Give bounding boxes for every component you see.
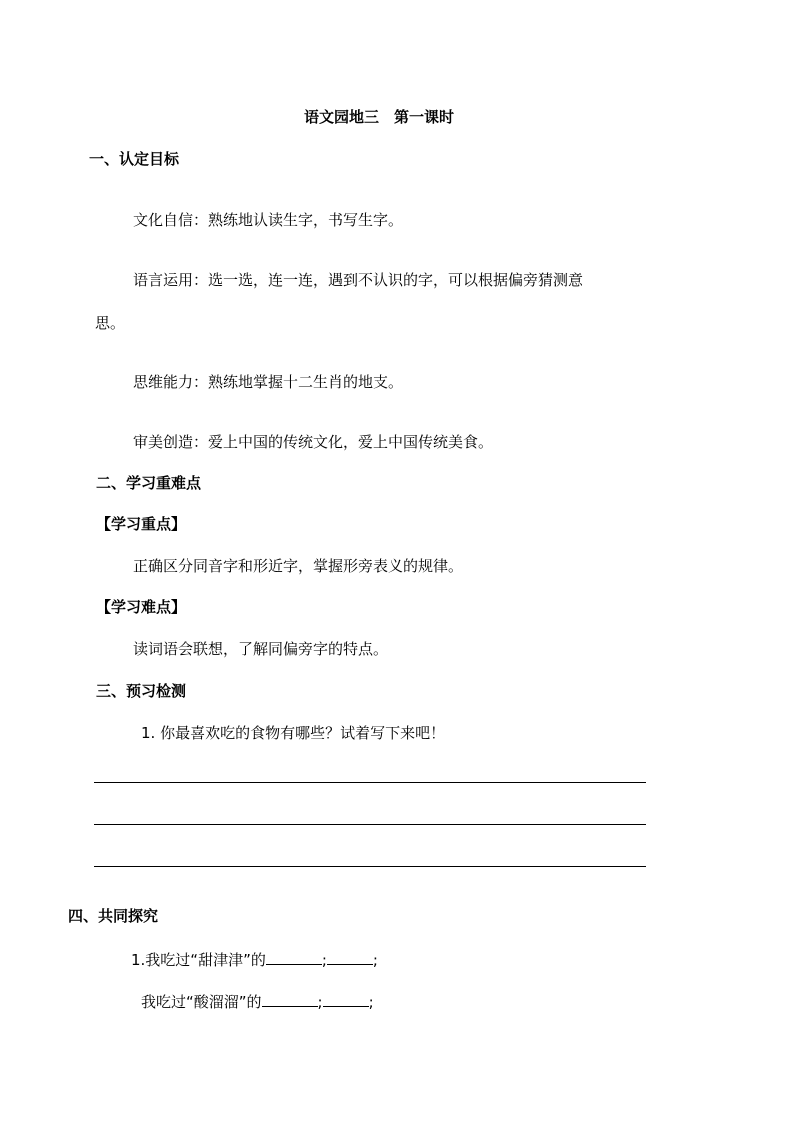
inquiry-line-sour-prefix: 我吃过“酸溜溜”的 xyxy=(141,993,262,1011)
subheading-key-point: 【学习重点】 xyxy=(96,515,187,533)
answer-line-1[interactable] xyxy=(94,782,646,783)
preview-question-1: 1. 你最喜欢吃的食物有哪些？试着写下来吧！ xyxy=(141,724,446,742)
answer-line-2[interactable] xyxy=(94,824,646,825)
blank-sour-2[interactable] xyxy=(323,990,369,1007)
section-heading-goals: 一、认定目标 xyxy=(89,150,180,168)
goal-thinking-ability: 思维能力：熟练地掌握十二生肖的地支。 xyxy=(133,373,404,391)
goal-language-use-line2: 思。 xyxy=(95,314,126,332)
goal-aesthetic-creation: 审美创造：爱上中国的传统文化，爱上中国传统美食。 xyxy=(133,433,494,451)
section-heading-preview-check: 三、预习检测 xyxy=(96,682,187,700)
blank-sweet-1[interactable] xyxy=(266,948,322,965)
inquiry-line-sour xyxy=(141,990,374,1012)
section-heading-joint-inquiry: 四、共同探究 xyxy=(68,907,159,925)
inquiry-line-sweet xyxy=(131,948,378,970)
blank-sour-1[interactable] xyxy=(262,990,318,1007)
goal-language-use-line1: 语言运用：选一选，连一连，遇到不认识的字，可以根据偏旁猜测意 xyxy=(133,271,584,289)
section-heading-key-points: 二、学习重难点 xyxy=(96,474,202,492)
inquiry-line-sweet-prefix: 1.我吃过“甜津津”的 xyxy=(131,951,266,969)
blank-sweet-2[interactable] xyxy=(327,948,373,965)
end-sour: ; xyxy=(368,993,374,1011)
goal-cultural-confidence: 文化自信：熟练地认读生字，书写生字。 xyxy=(133,211,404,229)
key-point-text: 正确区分同音字和形近字，掌握形旁表义的规律。 xyxy=(133,557,464,575)
separator-sweet: ; xyxy=(321,951,327,969)
end-sweet: ; xyxy=(372,951,378,969)
page-title: 语文园地三 第一课时 xyxy=(304,108,455,126)
difficult-point-text: 读词语会联想，了解同偏旁字的特点。 xyxy=(133,640,389,658)
separator-sour: ; xyxy=(317,993,323,1011)
answer-line-3[interactable] xyxy=(94,866,646,867)
subheading-difficult-point: 【学习难点】 xyxy=(96,598,187,616)
